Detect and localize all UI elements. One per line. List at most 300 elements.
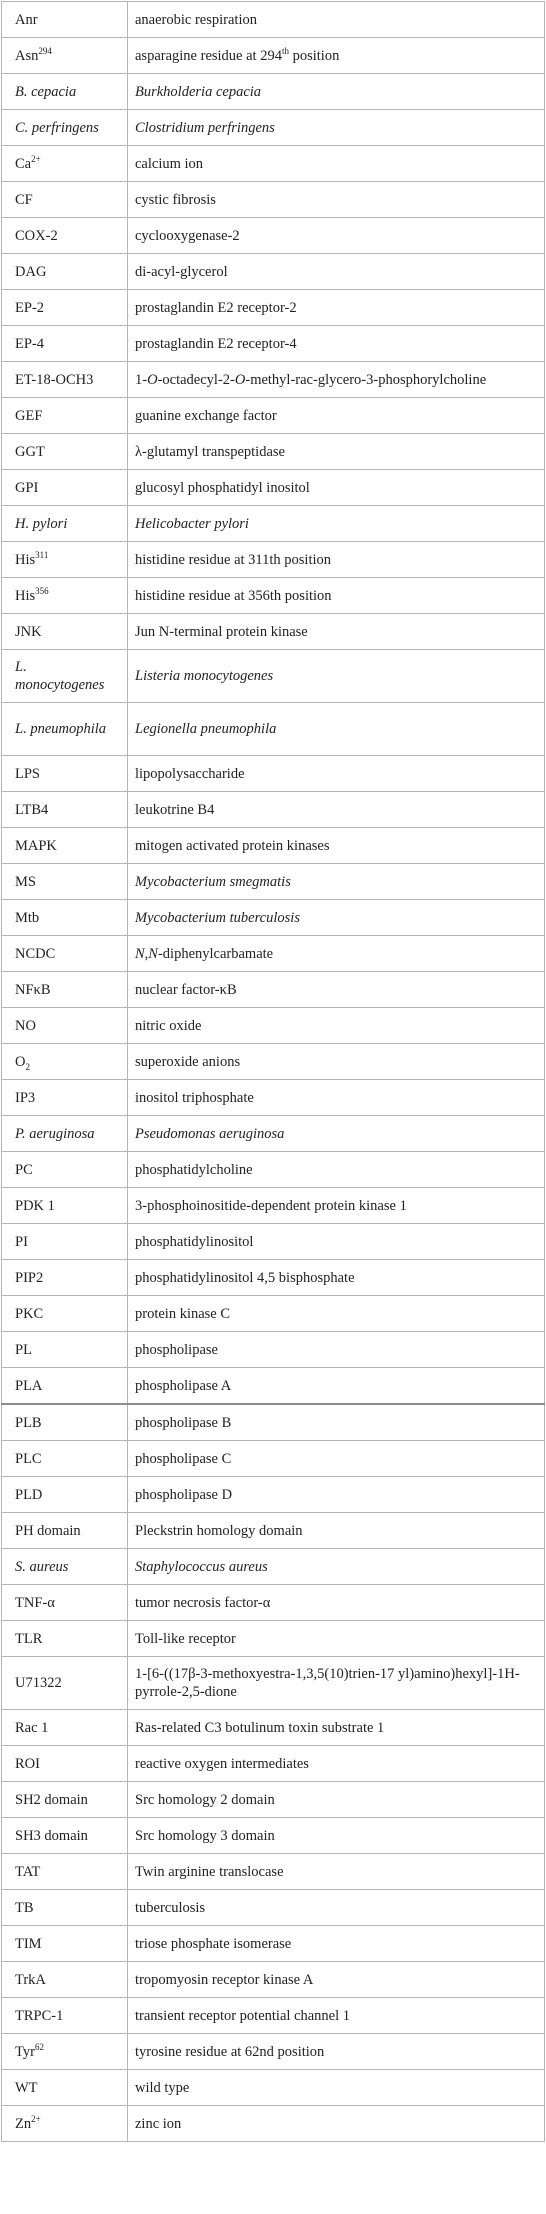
table-row [2,182,545,218]
abbreviation-text: EP-2 [15,299,44,316]
abbreviation-text: GGT [15,443,45,460]
abbreviation-text: NFκB [15,981,51,998]
abbreviation-text: S. aureus [15,1558,69,1575]
abbreviation-text: PH domain [15,1522,81,1539]
definition-cell [128,254,545,290]
definition-text-part: th [281,45,289,56]
definition-cell [128,1404,545,1441]
definition-cell [128,792,545,828]
abbreviation-cell [2,506,128,542]
table-row [2,792,545,828]
abbreviation-text: PLB [15,1414,42,1431]
definition-text: Pleckstrin homology domain [135,1522,303,1539]
abbreviation-cell [2,1962,128,1998]
definition-cell [128,1549,545,1585]
abbreviation-text: PDK 1 [15,1197,55,1214]
abbreviation-text: GPI [15,479,39,496]
definition-cell [128,1152,545,1188]
definition-cell [128,650,545,703]
definition-cell [128,326,545,362]
definition-text: lipopolysaccharide [135,765,245,782]
table-row [2,2,545,38]
definition-text: leukotrine B4 [135,801,215,818]
definition-text: cyclooxygenase-2 [135,227,240,244]
table-row [2,146,545,182]
table-row [2,1152,545,1188]
definition-cell [128,864,545,900]
table-row [2,650,545,703]
abbreviation-text: PL [15,1341,32,1358]
abbreviation-superscript: 62 [34,2041,44,2052]
table-row [2,1332,545,1368]
table-row [2,218,545,254]
abbreviation-cell [2,1998,128,2034]
table-row [2,1998,545,2034]
table-row [2,1116,545,1152]
table-row [2,74,545,110]
definition-cell [128,1782,545,1818]
abbreviation-superscript: 356 [35,585,49,596]
definition-text: prostaglandin E2 receptor-2 [135,299,297,316]
abbreviation-cell [2,1404,128,1441]
table-row [2,756,545,792]
abbreviation-text: TB [15,1899,34,1916]
abbreviation-cell [2,1854,128,1890]
abbreviation-text: MAPK [15,837,57,854]
abbreviation-text: CF [15,191,33,208]
abbreviation-cell [2,703,128,756]
definition-text: zinc ion [135,2115,182,2132]
table-row [2,1188,545,1224]
abbreviation-cell [2,470,128,506]
definition-cell [128,542,545,578]
definition-text: 3-phosphoinositide-dependent protein kinase 1 [135,1197,407,1214]
definition-cell [128,1008,545,1044]
table-row [2,1080,545,1116]
abbreviation-cell [2,828,128,864]
abbreviation-cell [2,792,128,828]
table-row [2,578,545,614]
abbreviation-cell [2,398,128,434]
definition-cell [128,1332,545,1368]
table-row [2,900,545,936]
definition-cell [128,2,545,38]
abbreviation-text: L. pneumophila [15,721,107,737]
definition-cell [128,1513,545,1549]
abbreviation-text: TrkA [15,1971,46,1988]
abbreviation-text: EP-4 [15,335,44,352]
abbreviation-cell [2,326,128,362]
abbreviation-text: H. pylori [15,515,68,532]
definition-cell [128,362,545,398]
abbreviation-cell [2,1621,128,1657]
definition-cell [128,1188,545,1224]
abbreviation-cell [2,1332,128,1368]
definition-text: phospholipase [135,1341,218,1358]
definition-cell [128,1890,545,1926]
abbreviation-cell [2,1585,128,1621]
abbreviation-superscript: 311 [35,549,49,560]
abbreviation-cell [2,756,128,792]
definition-text: Jun N-terminal protein kinase [135,623,308,640]
definition-text: prostaglandin E2 receptor-4 [135,335,297,352]
definition-cell [128,182,545,218]
definition-text: transient receptor potential channel 1 [135,2007,350,2024]
abbreviation-text: PI [15,1233,28,1250]
table-row [2,290,545,326]
abbreviation-text: TIM [15,1935,42,1952]
definition-cell [128,74,545,110]
definition-cell [128,1710,545,1746]
abbreviation-cell [2,1657,128,1710]
abbreviation-text: L. monocytogenes [15,659,105,693]
abbreviation-text: LTB4 [15,801,49,818]
definition-text: protein kinase C [135,1305,231,1322]
table-row [2,1008,545,1044]
abbreviation-text: Mtb [15,909,40,926]
abbreviation-cell [2,1260,128,1296]
definition-text: Src homology 2 domain [135,1791,275,1808]
table-row [2,1657,545,1710]
abbreviation-superscript: 294 [38,45,52,56]
definition-cell [128,146,545,182]
abbreviation-subscript: 2 [25,1061,30,1072]
abbreviation-superscript: 2+ [31,153,41,164]
definition-cell [128,614,545,650]
abbreviation-text: GEF [15,407,43,424]
abbreviation-cell [2,434,128,470]
definition-cell [128,38,545,74]
abbreviation-text: Anr [15,11,38,28]
abbreviation-cell [2,1044,128,1080]
definition-cell [128,578,545,614]
definition-cell [128,1368,545,1405]
table-row [2,936,545,972]
table-row [2,1854,545,1890]
definition-cell [128,290,545,326]
table-row [2,1404,545,1441]
definition-cell [128,1296,545,1332]
abbreviation-cell [2,2070,128,2106]
table-row [2,1296,545,1332]
abbreviation-cell [2,1296,128,1332]
abbreviation-cell [2,182,128,218]
table-row [2,1513,545,1549]
definition-text: Src homology 3 domain [135,1827,275,1844]
table-row [2,1782,545,1818]
definition-text-part: -octadecyl-2- [157,371,235,388]
definition-text: Clostridium perfringens [135,119,275,136]
definition-text: 1-[6-((17β-3-methoxyestra-1,3,5(10)trien-17 yl)amino)hexyl]-1H-pyrrole-2,5-dione [135,1666,520,1700]
abbreviation-text: MS [15,873,36,890]
definition-text: cystic fibrosis [135,191,216,208]
table-row [2,326,545,362]
definition-cell [128,1818,545,1854]
table-row [2,506,545,542]
definition-text: tumor necrosis factor-α [135,1594,271,1611]
definition-cell [128,110,545,146]
abbreviation-text: WT [15,2079,38,2096]
definition-text: calcium ion [135,155,204,172]
definition-text: Staphylococcus aureus [135,1558,268,1575]
definition-cell [128,398,545,434]
abbreviation-cell [2,1441,128,1477]
definition-cell [128,1746,545,1782]
table-row [2,703,545,756]
abbreviation-text: PLC [15,1450,42,1467]
abbreviation-text: TLR [15,1630,43,1647]
table-row [2,828,545,864]
abbreviation-text: Ca [15,155,32,172]
abbreviation-cell [2,650,128,703]
abbreviation-text: DAG [15,263,47,280]
definition-text-part: -methyl-rac-glycero-3-phosphorylcholine [245,371,487,388]
definition-text: histidine residue at 356th position [135,587,332,604]
abbreviation-text: JNK [15,623,42,640]
abbreviation-text: Asn [15,47,39,64]
abbreviation-text: ROI [15,1755,40,1772]
abbreviation-text: TAT [15,1863,41,1880]
abbreviation-cell [2,2106,128,2142]
definition-cell [128,1585,545,1621]
definition-text: phosphatidylinositol 4,5 bisphosphate [135,1269,355,1286]
abbreviation-text: SH2 domain [15,1791,88,1808]
definition-text: Toll-like receptor [135,1630,236,1647]
abbreviation-cell [2,1188,128,1224]
abbreviation-text: C. perfringens [15,119,99,136]
abbreviation-cell [2,1890,128,1926]
definition-cell [128,1657,545,1710]
abbreviation-cell [2,972,128,1008]
abbreviation-cell [2,74,128,110]
abbreviation-cell [2,1513,128,1549]
table-row [2,398,545,434]
definition-text: reactive oxygen intermediates [135,1755,309,1772]
table-row [2,362,545,398]
definition-text: Mycobacterium tuberculosis [135,909,300,926]
abbreviations-table [1,1,545,2142]
table-row [2,2034,545,2070]
abbreviation-cell [2,218,128,254]
abbreviation-cell [2,1926,128,1962]
abbreviation-cell [2,146,128,182]
definition-text: Helicobacter pylori [135,515,249,532]
abbreviation-cell [2,578,128,614]
table-row [2,1477,545,1513]
abbreviation-cell [2,110,128,146]
definition-text: triose phosphate isomerase [135,1935,292,1952]
abbreviation-text: PLA [15,1377,43,1394]
definition-text: tuberculosis [135,1899,206,1916]
abbreviation-text: Zn [15,2115,32,2132]
definition-cell [128,2106,545,2142]
definition-cell [128,1926,545,1962]
definition-text: Legionella pneumophila [135,721,277,737]
table-row [2,1549,545,1585]
table-row [2,1044,545,1080]
definition-text: inositol triphosphate [135,1089,254,1106]
abbreviation-cell [2,1818,128,1854]
definition-text: Burkholderia cepacia [135,83,262,100]
abbreviation-text: His [15,551,36,568]
definition-text: Ras-related C3 botulinum toxin substrate 1 [135,1719,385,1736]
definition-text: superoxide anions [135,1053,241,1070]
definition-cell [128,470,545,506]
abbreviation-text: O [15,1053,26,1070]
definition-text: histidine residue at 311th position [135,551,331,568]
table-row [2,1441,545,1477]
definition-text-part: asparagine residue at 294 [135,47,282,64]
abbreviation-cell [2,38,128,74]
definition-text: Twin arginine translocase [135,1863,284,1880]
definition-cell [128,972,545,1008]
abbreviation-cell [2,614,128,650]
definition-text: tropomyosin receptor kinase A [135,1971,314,1988]
table-row [2,1260,545,1296]
definition-text-part: N,N [135,945,158,962]
definition-text: Pseudomonas aeruginosa [135,1125,285,1142]
definition-cell [128,1260,545,1296]
table-row [2,1890,545,1926]
table-row [2,470,545,506]
table-row [2,972,545,1008]
abbreviation-text: PIP2 [15,1269,44,1286]
abbreviation-text: PLD [15,1486,43,1503]
table-row [2,542,545,578]
table-row [2,1962,545,1998]
table-row [2,2106,545,2142]
abbreviation-cell [2,1549,128,1585]
abbreviation-text: ET-18-OCH3 [15,371,94,388]
definition-text: tyrosine residue at 62nd position [135,2043,325,2060]
definition-text: phospholipase C [135,1450,232,1467]
abbreviation-cell [2,254,128,290]
definition-cell [128,1044,545,1080]
abbreviation-cell [2,290,128,326]
table-row [2,1224,545,1260]
table-row [2,38,545,74]
table-row [2,1621,545,1657]
abbreviation-text: LPS [15,765,40,782]
definition-cell [128,1116,545,1152]
abbreviations-table-body [2,2,545,2142]
definition-text: λ-glutamyl transpeptidase [135,443,285,460]
abbreviation-cell [2,2,128,38]
definition-cell [128,2034,545,2070]
table-row [2,1926,545,1962]
definition-text: Listeria monocytogenes [135,668,274,684]
abbreviation-text: TRPC-1 [15,2007,64,2024]
definition-text-part: 1- [135,371,148,388]
definition-cell [128,828,545,864]
abbreviation-cell [2,1477,128,1513]
definition-text: di-acyl-glycerol [135,263,228,280]
table-row [2,110,545,146]
abbreviation-text: NO [15,1017,36,1034]
definition-text: guanine exchange factor [135,407,277,424]
abbreviation-cell [2,542,128,578]
abbreviation-cell [2,2034,128,2070]
table-row [2,1818,545,1854]
definition-cell [128,756,545,792]
definition-text: phosphatidylinositol [135,1233,254,1250]
table-row [2,2070,545,2106]
abbreviation-text: Rac 1 [15,1719,49,1736]
table-row [2,1368,545,1405]
abbreviation-text: U71322 [15,1675,62,1691]
abbreviation-cell [2,1746,128,1782]
abbreviation-text: NCDC [15,945,56,962]
definition-cell [128,2070,545,2106]
definition-text: phospholipase D [135,1486,233,1503]
definition-text: mitogen activated protein kinases [135,837,330,854]
abbreviation-text: PC [15,1161,33,1178]
table-row [2,1746,545,1782]
abbreviation-cell [2,936,128,972]
definition-cell [128,1477,545,1513]
definition-text: nitric oxide [135,1017,202,1034]
abbreviation-text: His [15,587,36,604]
table-row [2,254,545,290]
definition-cell [128,506,545,542]
abbreviation-cell [2,900,128,936]
abbreviation-text: COX-2 [15,227,58,244]
definition-cell [128,1962,545,1998]
definition-text-part: O [234,371,246,388]
definition-text: glucosyl phosphatidyl inositol [135,479,310,496]
table-row [2,434,545,470]
definition-cell [128,900,545,936]
abbreviation-cell [2,1116,128,1152]
definition-cell [128,434,545,470]
definition-text-part: position [288,47,340,64]
table-row [2,1710,545,1746]
abbreviation-cell [2,362,128,398]
definition-text: anaerobic respiration [135,11,257,28]
abbreviation-text: P. aeruginosa [15,1125,95,1142]
definition-cell [128,936,545,972]
definition-text-part: O [147,371,158,388]
definition-text: nuclear factor-κB [135,981,237,998]
definition-cell [128,1854,545,1890]
abbreviation-superscript: 2+ [31,2113,41,2124]
abbreviation-cell [2,864,128,900]
abbreviation-cell [2,1080,128,1116]
definition-text: Mycobacterium smegmatis [135,873,291,890]
abbreviation-cell [2,1224,128,1260]
definition-text-part: -diphenylcarbamate [157,945,274,962]
abbreviation-cell [2,1710,128,1746]
abbreviation-text: SH3 domain [15,1827,88,1844]
abbreviation-text: Tyr [15,2043,35,2060]
definition-cell [128,1080,545,1116]
definition-cell [128,1224,545,1260]
abbreviation-cell [2,1008,128,1044]
definition-text: phospholipase B [135,1414,232,1431]
abbreviation-cell [2,1152,128,1188]
abbreviation-text: B. cepacia [15,83,77,100]
definition-cell [128,1621,545,1657]
definition-cell [128,218,545,254]
abbreviation-cell [2,1368,128,1405]
table-row [2,1585,545,1621]
definition-cell [128,703,545,756]
table-row [2,864,545,900]
definition-text: wild type [135,2079,190,2096]
table-row [2,614,545,650]
abbreviation-text: IP3 [15,1089,36,1106]
abbreviation-text: TNF-α [15,1594,55,1611]
